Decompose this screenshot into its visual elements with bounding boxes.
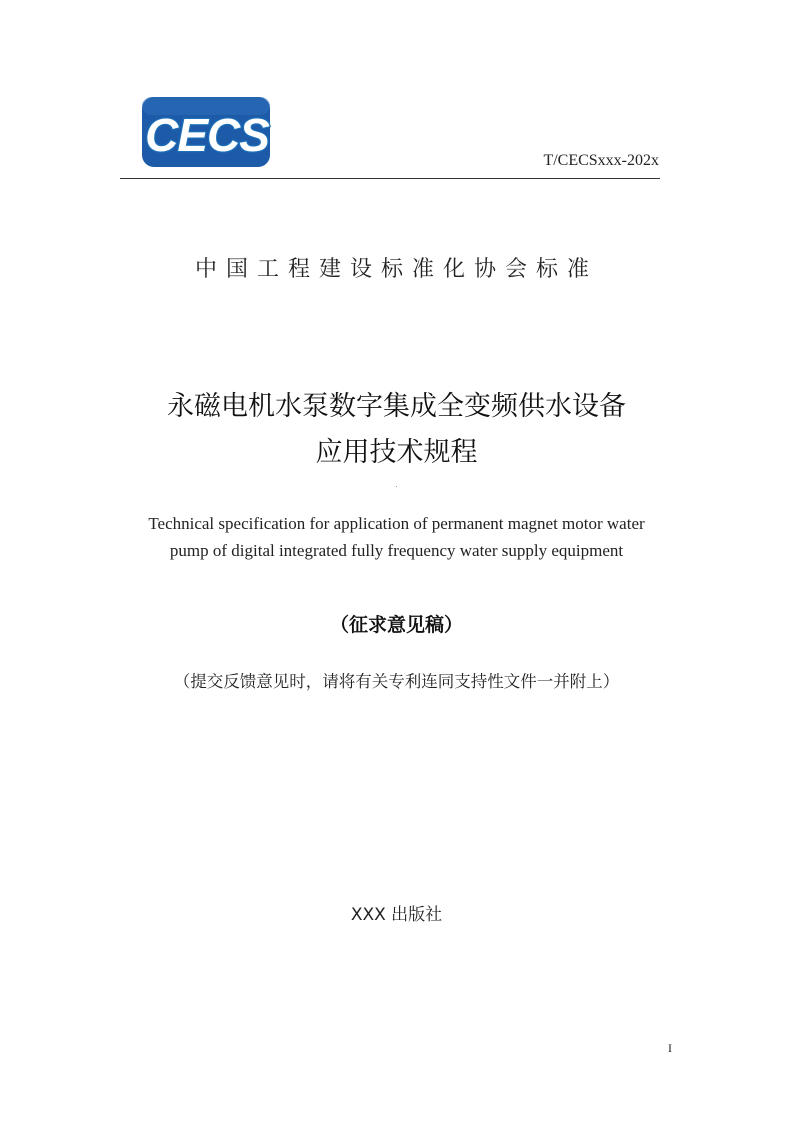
draft-label: （征求意见稿）: [329, 614, 463, 636]
header-rule: [120, 178, 660, 179]
submission-note: （提交反馈意见时，请将有关专利连同支持性文件一并附上）: [173, 672, 620, 691]
page-number: I: [668, 1041, 672, 1055]
title-line-1: 永磁电机水泵数字集成全变频供水设备: [167, 391, 626, 422]
separator-dot: [396, 486, 397, 487]
organization-name: 中国工程建设标准化协会标准: [194, 257, 598, 282]
standard-code: T/CECSxxx-202x: [543, 152, 659, 169]
title-line-2: 应用技术规程: [315, 437, 478, 468]
svg-text:CECS: CECS: [145, 109, 269, 161]
cecs-logo: [136, 95, 278, 169]
publisher: XXX 出版社: [350, 905, 443, 925]
english-title-line-1: Technical specification for application of permanent magnet motor water: [148, 514, 645, 533]
english-title-line-2: pump of digital integrated fully frequency water supply equipment: [169, 541, 624, 560]
